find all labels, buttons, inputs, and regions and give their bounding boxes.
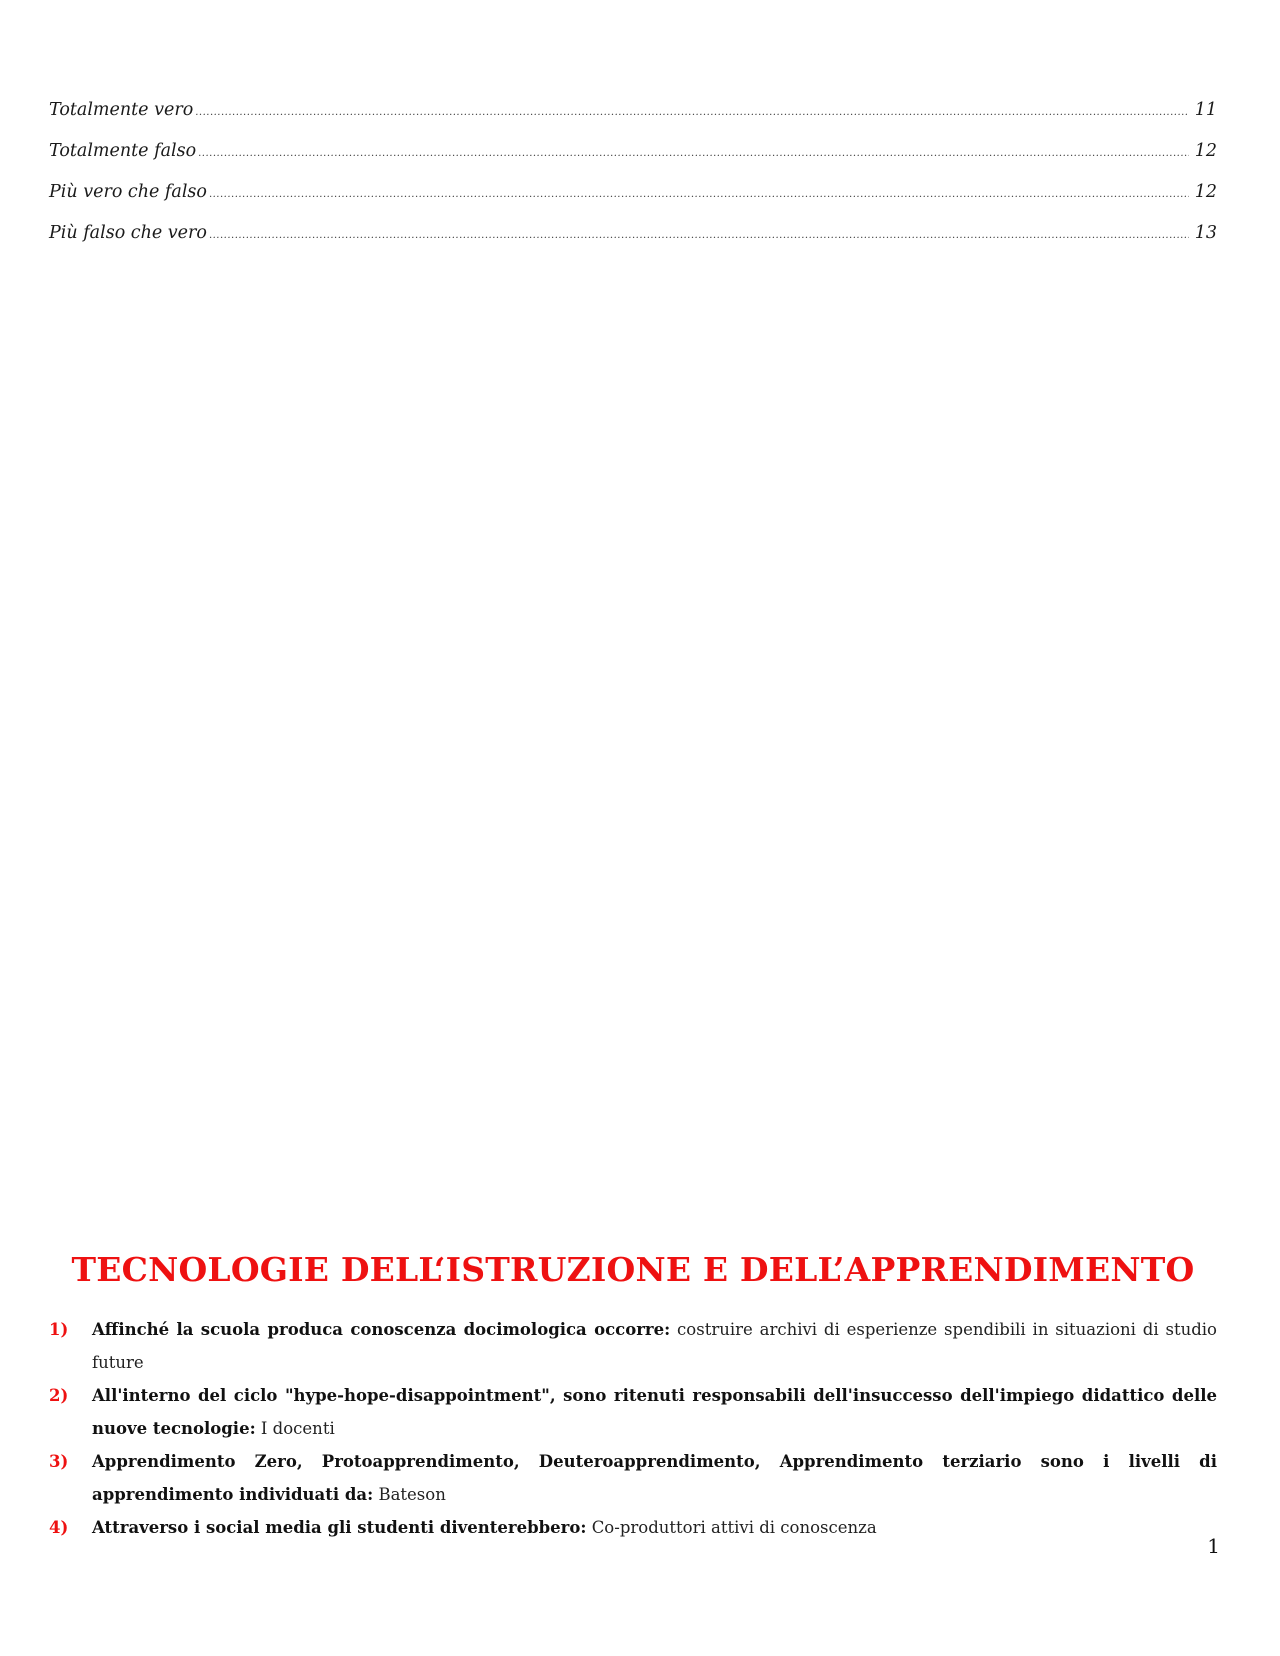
toc-leader-dots: [198, 148, 1189, 159]
question-answer: costruire archivi di esperienze spendibili in situazioni di studio future: [92, 1320, 1217, 1372]
table-of-contents: [49, 100, 1217, 264]
toc-entry[interactable]: [49, 223, 1217, 264]
question-prompt: All'interno del ciclo "hype-hope-disappointment", sono ritenuti responsabili dell'insuccesso dell'impiego didattico delle nuove tecnologie:: [92, 1386, 1217, 1438]
toc-entry-page: 13: [1194, 223, 1217, 243]
toc-entry-page: 11: [1194, 100, 1217, 120]
question-number: 1): [49, 1320, 69, 1339]
question-text: [92, 1379, 1217, 1445]
question-prompt: Attraverso i social media gli studenti diventerebbero:: [92, 1518, 587, 1537]
toc-entry[interactable]: [49, 182, 1217, 223]
question-text: [92, 1445, 1217, 1511]
question-answer: I docenti: [260, 1419, 335, 1438]
toc-entry-label: Più vero che falso: [49, 182, 207, 202]
list-item: [49, 1313, 1217, 1379]
question-list: [49, 1313, 1217, 1544]
toc-entry-label: Totalmente falso: [49, 141, 197, 161]
question-answer: Bateson: [378, 1485, 446, 1504]
toc-entry-label: Totalmente vero: [49, 100, 194, 120]
list-item: [49, 1445, 1217, 1511]
question-prompt: Apprendimento Zero, Protoapprendimento, Deuteroapprendimento, Apprendimento terziario sono i livelli di apprendimento individuati da:: [92, 1452, 1217, 1504]
question-number: 4): [49, 1518, 69, 1537]
question-text: [92, 1313, 1217, 1379]
question-answer: Co-produttori attivi di conoscenza: [591, 1518, 877, 1537]
question-text: [92, 1511, 1217, 1544]
question-number: 2): [49, 1386, 69, 1405]
toc-leader-dots: [195, 107, 1188, 118]
list-item: [49, 1379, 1217, 1445]
question-prompt: Affinché la scuola produca conoscenza docimologica occorre:: [92, 1320, 671, 1339]
section-title: TECNOLOGIE DELL‘ISTRUZIONE E DELL’APPRENDIMENTO: [71, 1250, 1195, 1289]
toc-leader-dots: [209, 230, 1189, 241]
toc-entry[interactable]: [49, 141, 1217, 182]
toc-leader-dots: [209, 189, 1189, 200]
list-item: [49, 1511, 1217, 1544]
question-number: 3): [49, 1452, 69, 1471]
toc-entry-page: 12: [1194, 182, 1217, 202]
toc-entry-label: Più falso che vero: [49, 223, 207, 243]
toc-entry-page: 12: [1194, 141, 1217, 161]
toc-entry[interactable]: [49, 100, 1217, 141]
page-number: 1: [1207, 1534, 1220, 1558]
